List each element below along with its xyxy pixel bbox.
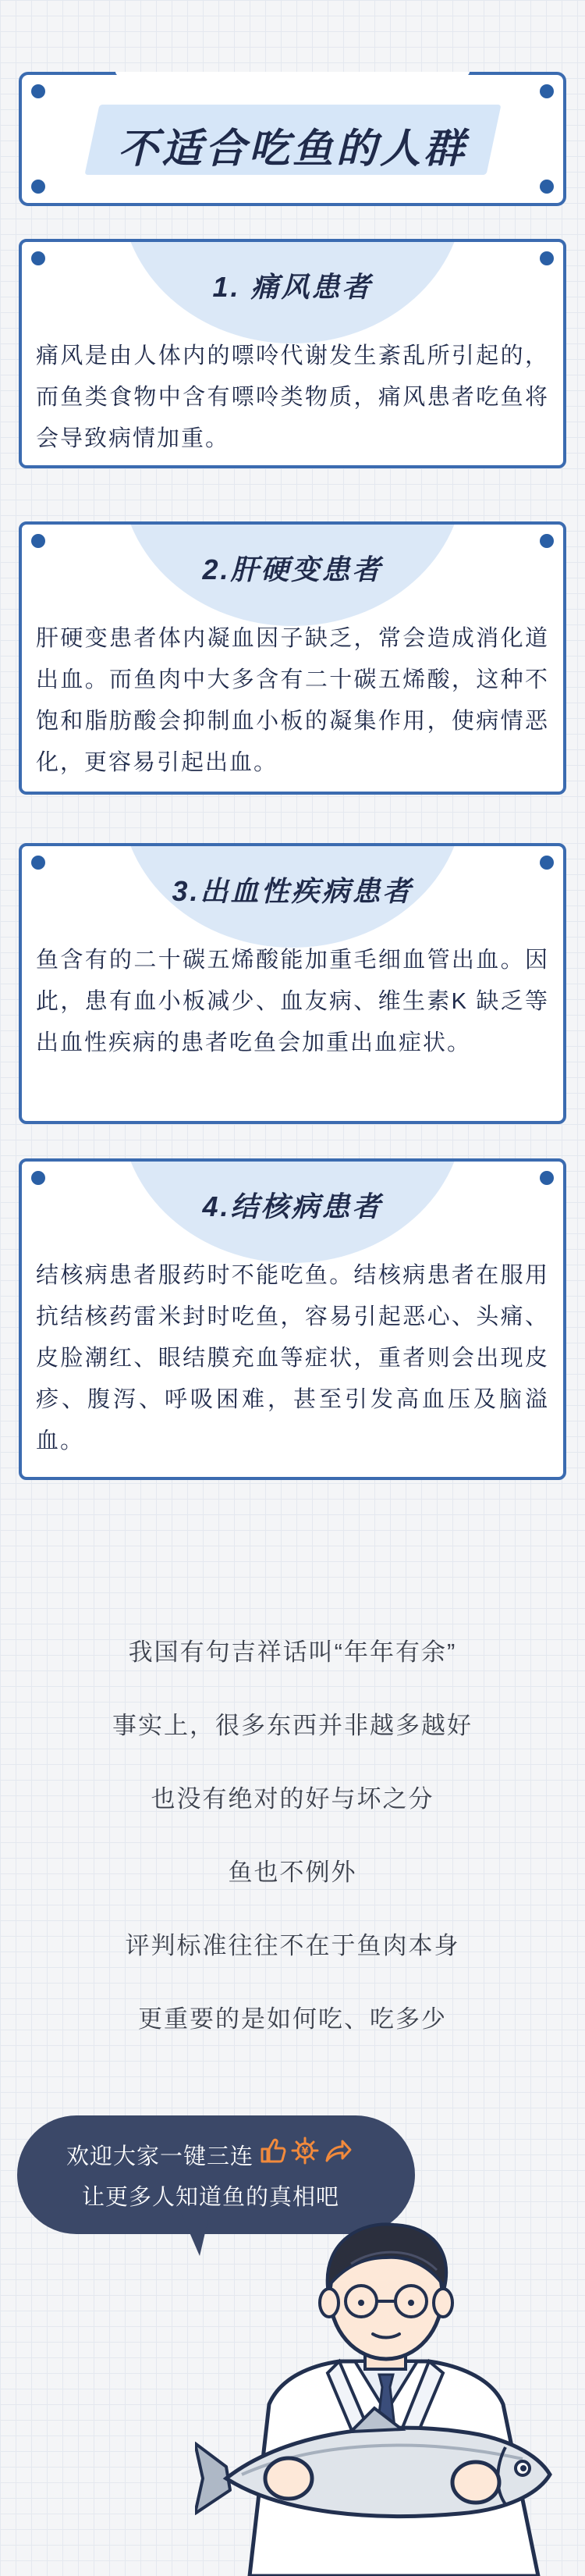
corner-dot (540, 856, 554, 870)
corner-dot (31, 534, 45, 548)
corner-dot (31, 1171, 45, 1185)
card-gout (19, 239, 566, 468)
bubble-text-line1: 欢迎大家一键三连 (66, 2144, 254, 2169)
card-title: 4.结核病患者 (202, 1190, 383, 1222)
title-wave-decoration (115, 72, 470, 95)
doctor-with-fish-illustration (195, 2209, 577, 2576)
card-body: 肝硬变患者体内凝血因子缺乏，常会造成消化道出血。而鱼肉中大多含有二十碳五烯酸，这种不饱和脂肪酸会抑制血小板的凝集作用，使病情恶化，更容易引起出血。 (36, 626, 549, 775)
bubble-icons (257, 2136, 353, 2167)
closing-text (0, 1616, 585, 2056)
gear-coin-icon[interactable] (290, 2136, 320, 2165)
card-title: 1. 痛风患者 (212, 271, 373, 303)
closing-line: 鱼也不例外 (228, 1859, 357, 1886)
thumbs-up-icon[interactable] (257, 2136, 287, 2165)
corner-dot (540, 251, 554, 265)
closing-line: 也没有绝对的好与坏之分 (151, 1785, 434, 1813)
corner-dot (31, 180, 45, 194)
closing-line: 更重要的是如何吃、吃多少 (138, 2005, 447, 2033)
card-title: 3.出血性疾病患者 (172, 875, 413, 907)
card-body: 鱼含有的二十碳五烯酸能加重毛细血管出血。因此，患有血小板减少、血友病、维生素K 缺乏等出血性疾病的患者吃鱼会加重出血症状。 (36, 948, 549, 1055)
share-arrow-icon[interactable] (323, 2136, 353, 2165)
card-body: 痛风是由人体内的嘌呤代谢发生紊乱所引起的，而鱼类食物中含有嘌呤类物质，痛风患者吃鱼将会导致病情加重。 (36, 343, 549, 451)
corner-dot (540, 1171, 554, 1185)
corner-dot (540, 180, 554, 194)
corner-dot (31, 856, 45, 870)
card-tuberculosis (19, 1158, 566, 1480)
closing-line: 事实上，很多东西并非越多越好 (112, 1712, 473, 1739)
svg-text:¥: ¥ (301, 2146, 309, 2158)
corner-dot (540, 84, 554, 98)
corner-dot (31, 251, 45, 265)
title-box (19, 72, 566, 206)
card-bleeding-disorders (19, 843, 566, 1124)
corner-dot (540, 534, 554, 548)
closing-line: 评判标准往往不在于鱼肉本身 (125, 1932, 460, 1959)
corner-dot (31, 84, 45, 98)
page-title: 不适合吃鱼的人群 (117, 126, 467, 172)
closing-line: 我国有句吉祥话叫“年年有余” (128, 1638, 457, 1666)
card-cirrhosis (19, 521, 566, 795)
card-title: 2.肝硬变患者 (202, 553, 383, 585)
card-body: 结核病患者服药时不能吃鱼。结核病患者在服用抗结核药雷米封时吃鱼，容易引起恶心、头痛、皮脸潮红、眼结膜充血等症状，重者则会出现皮疹、腹泻、呼吸困难，甚至引发高血压及脑溢血。 (36, 1263, 549, 1453)
bubble-text-line2: 让更多人知道鱼的真相吧 (82, 2185, 340, 2210)
